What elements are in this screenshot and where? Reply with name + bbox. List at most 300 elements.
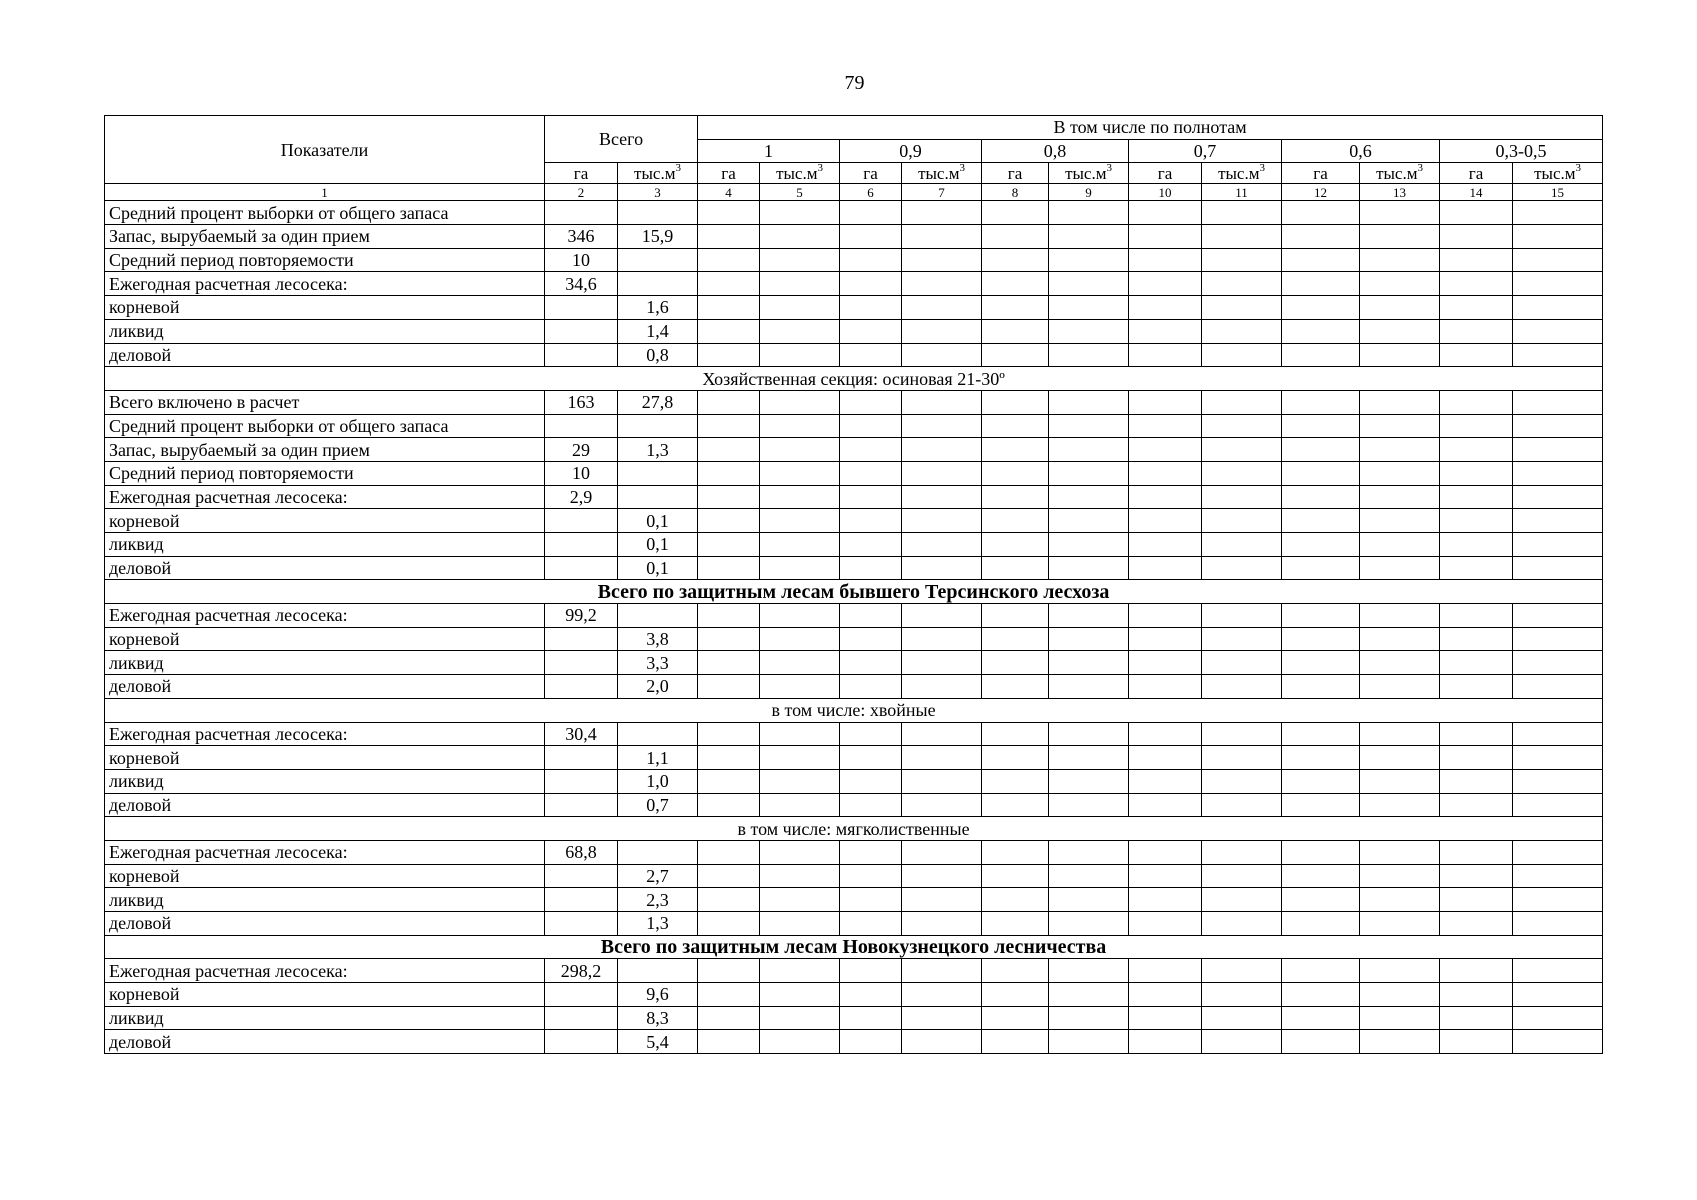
density-cell	[1129, 556, 1202, 580]
density-cell	[982, 722, 1049, 746]
density-cell	[760, 627, 840, 651]
density-cell	[698, 1006, 760, 1030]
unit-ha: га	[545, 163, 618, 184]
row-label: ликвид	[105, 1006, 545, 1030]
total-ha-cell: 29	[545, 438, 618, 462]
density-cell	[982, 461, 1049, 485]
density-cell	[902, 604, 982, 628]
table-row	[105, 864, 1603, 888]
density-cell	[1282, 390, 1360, 414]
density-cell	[1202, 840, 1282, 864]
density-cell	[840, 319, 902, 343]
density-cell	[1513, 627, 1603, 651]
density-cell	[1129, 485, 1202, 509]
density-cell	[1049, 343, 1129, 367]
density-cell	[1440, 461, 1513, 485]
density-cell	[1440, 746, 1513, 770]
density-cell	[1440, 438, 1513, 462]
density-cell	[1360, 390, 1440, 414]
density-cell	[698, 1030, 760, 1054]
header-density: 0,7	[1129, 139, 1282, 163]
density-cell	[1440, 959, 1513, 983]
density-cell	[698, 485, 760, 509]
density-cell	[840, 248, 902, 272]
density-cell	[1049, 438, 1129, 462]
section-row	[105, 580, 1603, 604]
density-cell	[698, 556, 760, 580]
density-cell	[1513, 840, 1603, 864]
density-cell	[1202, 485, 1282, 509]
density-cell	[840, 722, 902, 746]
density-cell	[1202, 556, 1282, 580]
density-cell	[1282, 959, 1360, 983]
unit-ha: га	[1282, 163, 1360, 184]
row-label: Средний период повторяемости	[105, 248, 545, 272]
density-cell	[1360, 533, 1440, 557]
table-row	[105, 983, 1603, 1007]
density-cell	[1513, 959, 1603, 983]
total-volume-cell	[618, 722, 698, 746]
density-cell	[1282, 533, 1360, 557]
density-cell	[902, 438, 982, 462]
density-cell	[982, 201, 1049, 225]
density-cell	[698, 201, 760, 225]
density-cell	[982, 983, 1049, 1007]
density-cell	[1282, 438, 1360, 462]
total-volume-cell: 3,8	[618, 627, 698, 651]
total-ha-cell	[545, 912, 618, 936]
density-cell	[698, 793, 760, 817]
row-label: корневой	[105, 983, 545, 1007]
density-cell	[902, 793, 982, 817]
total-volume-cell	[618, 201, 698, 225]
density-cell	[760, 509, 840, 533]
density-cell	[1360, 556, 1440, 580]
density-cell	[698, 438, 760, 462]
total-volume-cell	[618, 485, 698, 509]
density-cell	[902, 983, 982, 1007]
header-column-numbers-row	[105, 184, 1603, 201]
density-cell	[698, 912, 760, 936]
density-cell	[982, 556, 1049, 580]
density-cell	[760, 533, 840, 557]
density-cell	[1202, 722, 1282, 746]
density-cell	[1282, 248, 1360, 272]
density-cell	[1440, 651, 1513, 675]
density-cell	[840, 272, 902, 296]
table-row	[105, 675, 1603, 699]
density-cell	[1513, 675, 1603, 699]
density-cell	[1513, 343, 1603, 367]
density-cell	[1049, 296, 1129, 320]
density-cell	[1049, 604, 1129, 628]
row-label: ликвид	[105, 888, 545, 912]
density-cell	[840, 793, 902, 817]
column-number: 6	[840, 184, 902, 201]
table-row	[105, 343, 1603, 367]
density-cell	[760, 248, 840, 272]
total-ha-cell	[545, 675, 618, 699]
density-cell	[902, 272, 982, 296]
density-cell	[1440, 864, 1513, 888]
density-cell	[1049, 793, 1129, 817]
density-cell	[1360, 722, 1440, 746]
density-cell	[1202, 675, 1282, 699]
density-cell	[840, 533, 902, 557]
density-cell	[1513, 438, 1603, 462]
total-volume-cell: 5,4	[618, 1030, 698, 1054]
density-cell	[1513, 509, 1603, 533]
density-cell	[1282, 556, 1360, 580]
density-cell	[840, 888, 902, 912]
density-cell	[1049, 651, 1129, 675]
row-label: Средний период повторяемости	[105, 461, 545, 485]
density-cell	[1440, 225, 1513, 249]
density-cell	[1202, 201, 1282, 225]
table-row	[105, 225, 1603, 249]
density-cell	[840, 627, 902, 651]
density-cell	[1360, 343, 1440, 367]
density-cell	[1513, 769, 1603, 793]
total-volume-cell: 0,1	[618, 509, 698, 533]
density-cell	[1513, 604, 1603, 628]
table-row	[105, 390, 1603, 414]
density-cell	[902, 248, 982, 272]
density-cell	[902, 556, 982, 580]
density-cell	[1282, 201, 1360, 225]
density-cell	[840, 912, 902, 936]
density-cell	[1360, 509, 1440, 533]
row-label: Ежегодная расчетная лесосека:	[105, 485, 545, 509]
density-cell	[1513, 912, 1603, 936]
row-label: корневой	[105, 509, 545, 533]
density-cell	[902, 675, 982, 699]
density-cell	[760, 912, 840, 936]
density-cell	[698, 343, 760, 367]
header-total: Всего	[545, 116, 698, 163]
column-number: 14	[1440, 184, 1513, 201]
total-ha-cell	[545, 793, 618, 817]
density-cell	[840, 390, 902, 414]
density-cell	[840, 864, 902, 888]
density-cell	[1049, 959, 1129, 983]
density-cell	[1202, 912, 1282, 936]
row-label: ликвид	[105, 319, 545, 343]
table-row	[105, 651, 1603, 675]
density-cell	[1513, 983, 1603, 1007]
density-cell	[840, 556, 902, 580]
density-cell	[1360, 485, 1440, 509]
total-ha-cell	[545, 343, 618, 367]
density-cell	[902, 201, 982, 225]
row-label: деловой	[105, 675, 545, 699]
density-cell	[1282, 675, 1360, 699]
header-by-density: В том числе по полнотам	[698, 116, 1603, 140]
density-cell	[1049, 319, 1129, 343]
total-ha-cell	[545, 414, 618, 438]
density-cell	[1282, 604, 1360, 628]
density-cell	[1360, 912, 1440, 936]
row-label: корневой	[105, 627, 545, 651]
header-density: 0,6	[1282, 139, 1440, 163]
density-cell	[1360, 983, 1440, 1007]
density-cell	[1282, 864, 1360, 888]
density-cell	[698, 533, 760, 557]
total-volume-cell	[618, 248, 698, 272]
density-cell	[1513, 461, 1603, 485]
density-cell	[1049, 864, 1129, 888]
density-cell	[1049, 840, 1129, 864]
density-cell	[698, 675, 760, 699]
density-cell	[1360, 296, 1440, 320]
table-row	[105, 556, 1603, 580]
density-cell	[840, 414, 902, 438]
density-cell	[1440, 912, 1513, 936]
total-volume-cell: 15,9	[618, 225, 698, 249]
density-cell	[1440, 769, 1513, 793]
density-cell	[840, 983, 902, 1007]
total-ha-cell	[545, 509, 618, 533]
density-cell	[1202, 983, 1282, 1007]
density-cell	[982, 959, 1049, 983]
density-cell	[760, 888, 840, 912]
density-cell	[1129, 414, 1202, 438]
density-cell	[1282, 319, 1360, 343]
total-ha-cell	[545, 888, 618, 912]
density-cell	[698, 414, 760, 438]
column-number: 11	[1202, 184, 1282, 201]
density-cell	[1049, 414, 1129, 438]
density-cell	[1282, 272, 1360, 296]
density-cell	[1360, 840, 1440, 864]
total-ha-cell: 10	[545, 248, 618, 272]
density-cell	[1282, 888, 1360, 912]
density-cell	[1049, 556, 1129, 580]
density-cell	[698, 390, 760, 414]
density-cell	[1360, 201, 1440, 225]
density-cell	[760, 746, 840, 770]
row-label: ликвид	[105, 769, 545, 793]
density-cell	[902, 296, 982, 320]
section-row	[105, 817, 1603, 841]
total-ha-cell	[545, 201, 618, 225]
density-cell	[1202, 604, 1282, 628]
density-cell	[902, 840, 982, 864]
column-number: 15	[1513, 184, 1603, 201]
total-volume-cell	[618, 959, 698, 983]
total-ha-cell: 30,4	[545, 722, 618, 746]
unit-volume: $тыс.м^3$	[618, 163, 698, 184]
density-cell	[1360, 959, 1440, 983]
total-volume-cell: 27,8	[618, 390, 698, 414]
density-cell	[1440, 248, 1513, 272]
density-cell	[1202, 533, 1282, 557]
density-cell	[760, 272, 840, 296]
unit-ha: га	[1440, 163, 1513, 184]
density-cell	[982, 793, 1049, 817]
row-label: ликвид	[105, 533, 545, 557]
total-ha-cell: 10	[545, 461, 618, 485]
density-cell	[1440, 485, 1513, 509]
density-cell	[982, 272, 1049, 296]
density-cell	[1360, 1030, 1440, 1054]
total-volume-cell	[618, 272, 698, 296]
density-cell	[760, 864, 840, 888]
density-cell	[1513, 864, 1603, 888]
row-label: корневой	[105, 746, 545, 770]
density-cell	[902, 746, 982, 770]
density-cell	[1129, 438, 1202, 462]
density-cell	[1282, 509, 1360, 533]
density-cell	[840, 485, 902, 509]
density-cell	[1202, 248, 1282, 272]
table-row	[105, 461, 1603, 485]
density-cell	[760, 225, 840, 249]
density-cell	[1440, 390, 1513, 414]
density-cell	[760, 722, 840, 746]
density-cell	[1202, 414, 1282, 438]
section-row	[105, 698, 1603, 722]
density-cell	[1129, 461, 1202, 485]
density-cell	[982, 248, 1049, 272]
unit-ha: га	[1129, 163, 1202, 184]
table-row	[105, 746, 1603, 770]
table-row	[105, 722, 1603, 746]
density-cell	[840, 201, 902, 225]
row-label: Ежегодная расчетная лесосека:	[105, 604, 545, 628]
density-cell	[1513, 556, 1603, 580]
density-cell	[760, 201, 840, 225]
density-cell	[1202, 959, 1282, 983]
density-cell	[982, 1030, 1049, 1054]
density-cell	[1129, 888, 1202, 912]
density-cell	[1513, 533, 1603, 557]
density-cell	[1202, 509, 1282, 533]
row-label: Запас, вырубаемый за один прием	[105, 225, 545, 249]
density-cell	[840, 959, 902, 983]
density-cell	[1129, 248, 1202, 272]
column-number: 9	[1049, 184, 1129, 201]
density-cell	[1513, 201, 1603, 225]
total-ha-cell	[545, 651, 618, 675]
density-cell	[1360, 793, 1440, 817]
density-cell	[1049, 509, 1129, 533]
density-cell	[1282, 912, 1360, 936]
density-cell	[1440, 983, 1513, 1007]
row-label: Ежегодная расчетная лесосека:	[105, 840, 545, 864]
header-density: 0,9	[840, 139, 982, 163]
density-cell	[1049, 1030, 1129, 1054]
density-cell	[1282, 296, 1360, 320]
total-volume-cell: 2,7	[618, 864, 698, 888]
density-cell	[760, 414, 840, 438]
density-cell	[760, 769, 840, 793]
density-cell	[1129, 793, 1202, 817]
density-cell	[902, 390, 982, 414]
table-row	[105, 769, 1603, 793]
total-volume-cell	[618, 461, 698, 485]
density-cell	[1282, 1006, 1360, 1030]
density-cell	[1129, 627, 1202, 651]
density-cell	[1129, 604, 1202, 628]
density-cell	[1202, 864, 1282, 888]
density-cell	[982, 840, 1049, 864]
density-cell	[1440, 414, 1513, 438]
density-cell	[1049, 201, 1129, 225]
density-cell	[902, 722, 982, 746]
row-label: деловой	[105, 1030, 545, 1054]
unit-ha: га	[982, 163, 1049, 184]
total-volume-cell: 0,1	[618, 556, 698, 580]
density-cell	[1360, 438, 1440, 462]
density-cell	[902, 959, 982, 983]
density-cell	[902, 1006, 982, 1030]
density-cell	[1360, 248, 1440, 272]
density-cell	[698, 296, 760, 320]
column-number: 2	[545, 184, 618, 201]
density-cell	[1049, 627, 1129, 651]
density-cell	[1282, 343, 1360, 367]
density-cell	[1282, 414, 1360, 438]
density-cell	[1049, 675, 1129, 699]
page-number: 79	[844, 72, 865, 94]
total-volume-cell	[618, 604, 698, 628]
density-cell	[1440, 627, 1513, 651]
row-label: Ежегодная расчетная лесосека:	[105, 272, 545, 296]
density-cell	[1202, 296, 1282, 320]
header-density: 1	[698, 139, 840, 163]
density-cell	[698, 272, 760, 296]
total-volume-cell: 1,3	[618, 912, 698, 936]
density-cell	[698, 959, 760, 983]
density-cell	[698, 461, 760, 485]
density-cell	[902, 509, 982, 533]
density-cell	[1513, 746, 1603, 770]
total-volume-cell	[618, 840, 698, 864]
density-cell	[982, 888, 1049, 912]
density-cell	[1202, 769, 1282, 793]
density-cell	[1202, 627, 1282, 651]
density-cell	[760, 319, 840, 343]
density-cell	[1282, 485, 1360, 509]
unit-ha: га	[840, 163, 902, 184]
density-cell	[1282, 225, 1360, 249]
forest-cut-table	[104, 115, 1603, 1054]
density-cell	[902, 651, 982, 675]
density-cell	[1049, 746, 1129, 770]
density-cell	[1049, 225, 1129, 249]
density-cell	[982, 746, 1049, 770]
total-ha-cell: 163	[545, 390, 618, 414]
density-cell	[1202, 793, 1282, 817]
column-number: 8	[982, 184, 1049, 201]
density-cell	[1129, 959, 1202, 983]
total-ha-cell: 99,2	[545, 604, 618, 628]
total-ha-cell	[545, 1030, 618, 1054]
density-cell	[840, 343, 902, 367]
column-number: 13	[1360, 184, 1440, 201]
density-cell	[982, 414, 1049, 438]
section-title: Всего по защитным лесам бывшего Терсинского лесхоза	[105, 580, 1603, 604]
row-label: Всего включено в расчет	[105, 390, 545, 414]
density-cell	[760, 959, 840, 983]
density-cell	[1129, 722, 1202, 746]
density-cell	[698, 248, 760, 272]
density-cell	[1513, 1030, 1603, 1054]
total-volume-cell: 1,6	[618, 296, 698, 320]
density-cell	[1513, 651, 1603, 675]
density-cell	[902, 461, 982, 485]
